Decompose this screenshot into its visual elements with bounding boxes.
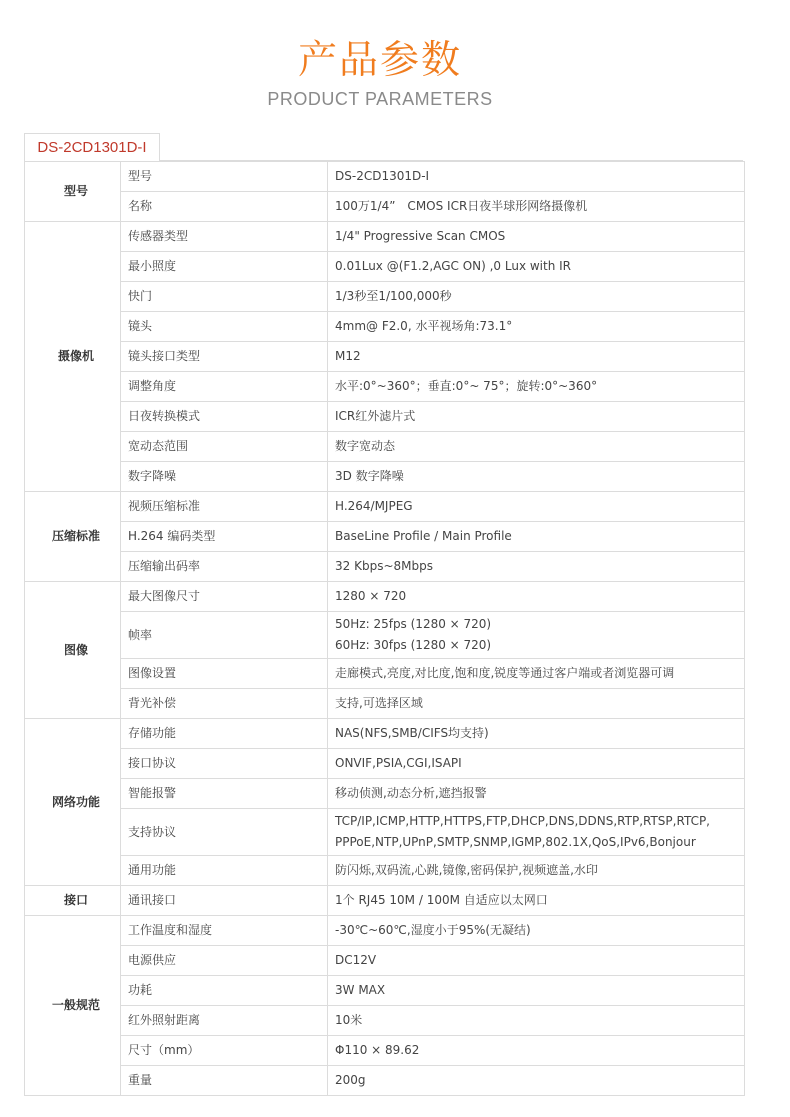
spec-value: [328, 886, 745, 916]
spec-value: [328, 612, 745, 659]
spec-label: 数字降噪: [121, 462, 328, 492]
spec-label: 压缩输出码率: [121, 552, 328, 582]
table-row: [25, 1066, 745, 1096]
spec-label: 接口协议: [121, 749, 328, 779]
table-row: [25, 372, 745, 402]
spec-value-line: 3W MAX: [335, 983, 386, 997]
section-header: 压缩标准: [25, 492, 121, 582]
section-header: 接口: [25, 886, 121, 916]
spec-label: 名称: [121, 192, 328, 222]
table-row: [25, 749, 745, 779]
spec-label: 通用功能: [121, 856, 328, 886]
section-header: 网络功能: [25, 719, 121, 886]
spec-value: [328, 342, 745, 372]
spec-value: [328, 252, 745, 282]
table-row: [25, 282, 745, 312]
spec-value-line: 1280 × 720: [335, 589, 407, 603]
spec-value-line: 100万1/4” CMOS ICR日夜半球形网络摄像机: [335, 199, 588, 213]
table-row: [25, 659, 745, 689]
spec-label: 宽动态范围: [121, 432, 328, 462]
spec-value: [328, 222, 745, 252]
spec-value-line: NAS(NFS,SMB/CIFS均支持): [335, 726, 489, 740]
table-row: [25, 312, 745, 342]
spec-value: [328, 1036, 745, 1066]
spec-value: [328, 856, 745, 886]
spec-value-line: 支持,可选择区域: [335, 696, 423, 710]
spec-value-line: 1/4" Progressive Scan CMOS: [335, 229, 506, 243]
spec-label: 型号: [121, 162, 328, 192]
spec-value: [328, 719, 745, 749]
spec-value-line: H.264/MJPEG: [335, 499, 413, 513]
spec-value: [328, 312, 745, 342]
table-row: [25, 779, 745, 809]
table-row: [25, 462, 745, 492]
spec-label: 通讯接口: [121, 886, 328, 916]
page-title: 产品参数: [297, 38, 462, 83]
spec-value: [328, 749, 745, 779]
spec-label: 背光补偿: [121, 689, 328, 719]
section-header: 一般规范: [25, 916, 121, 1096]
section-header: 型号: [25, 162, 121, 222]
page-subtitle: PRODUCT PARAMETERS: [267, 89, 493, 109]
spec-value-line: 0.01Lux @(F1.2,AGC ON) ,0 Lux with IR: [335, 259, 572, 273]
spec-value-line: M12: [335, 349, 361, 363]
spec-label: 重量: [121, 1066, 328, 1096]
spec-value-line: 防闪烁,双码流,心跳,镜像,密码保护,视频遮盖,水印: [335, 863, 598, 877]
spec-value-line: 200g: [335, 1073, 366, 1087]
table-row: [25, 552, 745, 582]
spec-label: 视频压缩标准: [121, 492, 328, 522]
spec-value-line: DC12V: [335, 953, 377, 967]
spec-value-line: Φ110 × 89.62: [335, 1043, 420, 1057]
spec-value: [328, 192, 745, 222]
spec-value: [328, 582, 745, 612]
spec-value-line: 走廊模式,亮度,对比度,饱和度,锐度等通过客户端或者浏览器可调: [335, 666, 675, 680]
spec-value: [328, 946, 745, 976]
spec-label: 最小照度: [121, 252, 328, 282]
spec-value: [328, 522, 745, 552]
spec-value: [328, 659, 745, 689]
table-row: [25, 886, 745, 916]
spec-label: 传感器类型: [121, 222, 328, 252]
spec-label: 智能报警: [121, 779, 328, 809]
spec-value-line: ICR红外滤片式: [335, 409, 416, 423]
spec-value-line: TCP/IP,ICMP,HTTP,HTTPS,FTP,DHCP,DNS,DDNS,RTP,RTSP,RTCP,: [335, 814, 710, 828]
table-row: [25, 856, 745, 886]
spec-value: [328, 916, 745, 946]
table-row: [25, 222, 745, 252]
spec-value: [328, 1066, 745, 1096]
table-row: [25, 492, 745, 522]
spec-label: 调整角度: [121, 372, 328, 402]
spec-label: 图像设置: [121, 659, 328, 689]
table-row: [25, 916, 745, 946]
table-row: [25, 192, 745, 222]
spec-label: 尺寸（mm）: [121, 1036, 328, 1066]
spec-value-line: 10米: [335, 1013, 363, 1027]
spec-label: 电源供应: [121, 946, 328, 976]
spec-label: H.264 编码类型: [121, 522, 328, 552]
spec-value-line: 50Hz: 25fps (1280 × 720): [335, 617, 492, 631]
spec-value-line: 3D 数字降噪: [335, 469, 404, 483]
section-header: 图像: [25, 582, 121, 719]
table-row: [25, 612, 745, 659]
table-row: [25, 809, 745, 856]
table-row: [25, 582, 745, 612]
table-row: [25, 689, 745, 719]
spec-value: [328, 779, 745, 809]
spec-value-line: 水平:0°~360°；垂直:0°~ 75°；旋转:0°~360°: [335, 379, 598, 393]
section-header: 摄像机: [25, 222, 121, 492]
spec-value-line: 数字宽动态: [335, 439, 396, 453]
spec-value: [328, 492, 745, 522]
spec-label: 镜头接口类型: [121, 342, 328, 372]
spec-value: [328, 432, 745, 462]
table-row: [25, 719, 745, 749]
spec-value-line: PPPoE,NTP,UPnP,SMTP,SNMP,IGMP,802.1X,QoS,IPv6,Bonjour: [335, 835, 696, 849]
spec-value-line: 移动侦测,动态分析,遮挡报警: [335, 786, 487, 800]
spec-value: [328, 162, 745, 192]
spec-value: [328, 689, 745, 719]
spec-value: [328, 462, 745, 492]
spec-value: [328, 809, 745, 856]
spec-value: [328, 282, 745, 312]
spec-label: 日夜转换模式: [121, 402, 328, 432]
table-row: [25, 432, 745, 462]
table-row: [25, 522, 745, 552]
spec-value: [328, 976, 745, 1006]
table-row: [25, 1006, 745, 1036]
spec-value-line: ONVIF,PSIA,CGI,ISAPI: [335, 756, 462, 770]
table-row: [25, 402, 745, 432]
table-row: [25, 976, 745, 1006]
spec-table: [24, 161, 745, 1096]
spec-value: [328, 552, 745, 582]
table-row: [25, 946, 745, 976]
spec-label: 帧率: [121, 612, 328, 659]
spec-value: [328, 1006, 745, 1036]
table-row: [25, 1036, 745, 1066]
tab-model[interactable]: DS-2CD1301D-I: [24, 133, 160, 161]
spec-label: 镜头: [121, 312, 328, 342]
spec-value: [328, 402, 745, 432]
table-row: [25, 342, 745, 372]
spec-label: 红外照射距离: [121, 1006, 328, 1036]
spec-value-line: 32 Kbps~8Mbps: [335, 559, 433, 573]
spec-label: 最大图像尺寸: [121, 582, 328, 612]
spec-value-line: 1个 RJ45 10M / 100M 自适应以太网口: [335, 893, 548, 907]
spec-value: [328, 372, 745, 402]
spec-value-line: 1/3秒至1/100,000秒: [335, 289, 452, 303]
spec-label: 快门: [121, 282, 328, 312]
spec-value-line: -30℃~60℃,湿度小于95%(无凝结): [335, 923, 531, 937]
spec-label: 支持协议: [121, 809, 328, 856]
spec-value-line: 4mm@ F2.0, 水平视场角:73.1°: [335, 319, 513, 333]
table-row: [25, 252, 745, 282]
spec-value-line: DS-2CD1301D-I: [335, 169, 430, 183]
spec-label: 功耗: [121, 976, 328, 1006]
spec-label: 工作温度和湿度: [121, 916, 328, 946]
table-row: [25, 162, 745, 192]
spec-value-line: BaseLine Profile / Main Profile: [335, 529, 512, 543]
spec-value-line: 60Hz: 30fps (1280 × 720): [335, 638, 492, 652]
spec-label: 存储功能: [121, 719, 328, 749]
